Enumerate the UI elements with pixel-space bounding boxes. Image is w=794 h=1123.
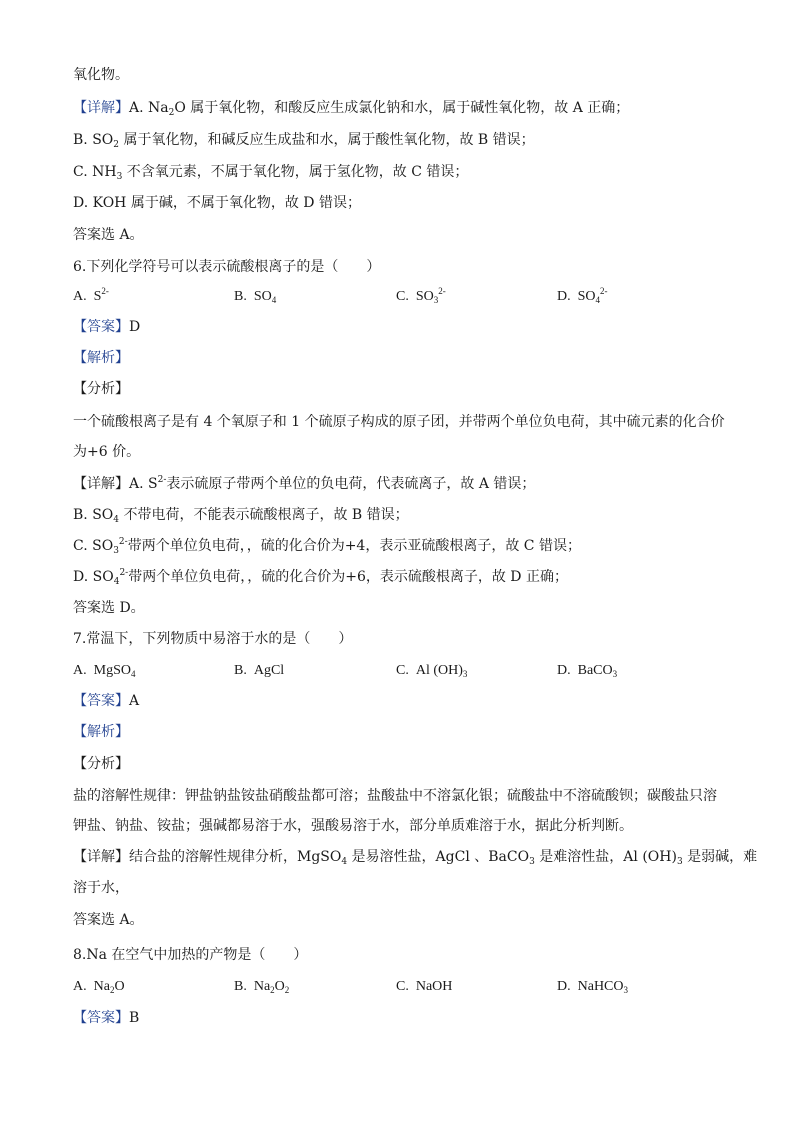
text-segment: 是弱碱，难 <box>682 849 758 865</box>
q6-option-a <box>73 288 109 306</box>
q7-detail-line-1 <box>73 848 757 866</box>
formula: SO <box>253 289 272 304</box>
q8-stem: 8.Na 在空气中加热的产物是（ ） <box>73 947 308 963</box>
subscript: 3 <box>612 669 618 679</box>
option-label: A. <box>73 979 87 994</box>
q8-option-a <box>73 978 125 996</box>
formula: NaOH <box>415 979 453 994</box>
q5-detail-c <box>73 163 468 181</box>
q7-option-d <box>557 662 617 680</box>
subscript: 3 <box>433 295 439 305</box>
q5-answer-conclusion: 答案选 A。 <box>73 227 144 243</box>
superscript: 2- <box>118 537 128 547</box>
text-segment: 带两个单位负电荷，，硫的化合价为+6，表示硫酸根离子，故 D 正确； <box>128 569 568 585</box>
answer-tag: 【答案】 <box>73 1010 129 1026</box>
q7-option-a <box>73 662 135 680</box>
text-segment: 属于氧化物，和碱反应生成盐和水，属于酸性氧化物，故 B 错误； <box>119 132 535 148</box>
option-label: D. <box>557 289 571 304</box>
text-segment: O 属于氧化物，和酸反应生成氯化钠和水，属于碱性氧化物，故 A 正确； <box>174 100 630 116</box>
formula: SO <box>577 289 596 304</box>
q6-analysis-line-2: 为+6 价。 <box>73 444 141 460</box>
answer-tag: 【答案】 <box>73 693 129 709</box>
subscript: 4 <box>130 669 136 679</box>
subscript: 2 <box>284 985 290 995</box>
formula: AgCl <box>253 663 285 678</box>
text-segment: 不带电荷，不能表示硫酸根离子，故 B 错误； <box>119 507 409 523</box>
subscript: 3 <box>676 857 683 867</box>
q6-stem: 6.下列化学符号可以表示硫酸根离子的是（ ） <box>73 259 381 275</box>
formula: O <box>274 979 285 994</box>
subscript: 4 <box>341 857 348 867</box>
subscript: 4 <box>595 295 601 305</box>
formula: Na <box>93 979 110 994</box>
q5-detail-a <box>73 99 629 117</box>
text-segment: D. SO <box>73 569 114 585</box>
q6-option-c <box>396 288 446 306</box>
q6-detail-a <box>73 475 535 493</box>
formula: BaCO <box>577 663 613 678</box>
option-label: D. <box>557 979 571 994</box>
q6-analysis-line-1: 一个硫酸根离子是有 4 个氧原子和 1 个硫原子构成的原子团，并带两个单位负电荷，其中硫元素的化合价 <box>73 414 725 430</box>
subscript: 4 <box>271 295 277 305</box>
formula: O <box>114 979 125 994</box>
q7-analysis-line-2: 钾盐、钠盐、铵盐；强碱都易溶于水，强酸易溶于水，部分单质难溶于水，据此分析判断。 <box>73 818 633 834</box>
continuation-text: 氧化物。 <box>73 67 129 83</box>
formula: Na <box>253 979 271 994</box>
text-segment: D. KOH 属于碱，不属于氧化物，故 D 错误； <box>73 195 361 211</box>
detail-tag: 【详解】 <box>73 100 129 116</box>
text-segment: 是易溶性盐，AgCl 、BaCO <box>347 849 530 865</box>
q8-answer <box>73 1009 139 1027</box>
answer-value: B <box>129 1010 140 1026</box>
q7-stem: 7.常温下，下列物质中易溶于水的是（ ） <box>73 631 353 647</box>
q6-jiexi-tag: 【解析】 <box>73 350 129 366</box>
superscript: 2- <box>157 475 167 485</box>
text-segment: B. SO <box>73 507 114 523</box>
q6-answer <box>73 318 140 336</box>
option-label: C. <box>396 979 409 994</box>
q6-fenxi-tag: 【分析】 <box>73 381 129 397</box>
detail-tag: 【详解】 <box>73 476 129 492</box>
subscript: 2 <box>113 140 119 150</box>
text-segment: A. S <box>129 476 158 492</box>
q6-final-answer: 答案选 D。 <box>73 600 145 616</box>
q7-final-answer: 答案选 A。 <box>73 912 144 928</box>
q7-jiexi-tag: 【解析】 <box>73 724 129 740</box>
subscript: 3 <box>529 857 535 867</box>
formula: MgSO <box>93 663 131 678</box>
q6-option-d <box>557 288 608 306</box>
q6-detail-b <box>73 506 409 524</box>
q7-detail-line-2: 溶于水， <box>73 880 129 896</box>
q7-fenxi-tag: 【分析】 <box>73 756 129 772</box>
text-segment: 带两个单位负电荷，，硫的化合价为+4，表示亚硫酸根离子，故 C 错误； <box>127 538 581 554</box>
q7-answer <box>73 692 139 710</box>
formula: SO <box>415 289 434 304</box>
answer-value: D <box>129 319 141 335</box>
text-segment: B. SO <box>73 132 114 148</box>
option-label: A. <box>73 289 87 304</box>
q7-option-c <box>396 662 467 680</box>
subscript: 2 <box>270 985 275 995</box>
option-label: B. <box>234 979 247 994</box>
subscript: 4 <box>113 515 119 525</box>
formula: S <box>93 289 102 304</box>
q7-analysis-line-1: 盐的溶解性规律：钾盐钠盐铵盐硝酸盐都可溶；盐酸盐中不溶氯化银；硫酸盐中不溶硫酸钡；碳酸盐只溶 <box>73 788 717 804</box>
option-label: C. <box>396 289 409 304</box>
text-segment: C. SO <box>73 538 114 554</box>
q5-detail-d <box>73 194 361 212</box>
option-label: B. <box>234 289 247 304</box>
formula: Al (OH) <box>415 663 463 678</box>
answer-value: A <box>129 693 140 709</box>
subscript: 2 <box>168 108 175 118</box>
subscript: 3 <box>623 985 629 995</box>
superscript: 2- <box>600 286 608 296</box>
formula: NaHCO <box>577 979 624 994</box>
text-segment: A. Na <box>129 100 169 116</box>
text-segment: 是难溶性盐，Al (OH) <box>534 849 677 865</box>
q8-option-c <box>396 978 452 996</box>
option-label: C. <box>396 663 409 678</box>
text-segment: C. NH <box>73 164 117 180</box>
text-segment: 表示硫原子带两个单位的负电荷，代表硫离子，故 A 错误； <box>166 476 536 492</box>
option-label: B. <box>234 663 247 678</box>
text-segment: 不含氧元素，不属于氧化物，属于氢化物，故 C 错误； <box>122 164 469 180</box>
subscript: 2 <box>109 985 115 995</box>
q6-option-b <box>234 288 276 306</box>
q5-detail-b <box>73 131 535 149</box>
q8-option-d <box>557 978 628 996</box>
superscript: 2- <box>438 286 446 296</box>
q7-option-b <box>234 662 284 680</box>
answer-tag: 【答案】 <box>73 319 129 335</box>
subscript: 4 <box>113 577 120 587</box>
option-label: A. <box>73 663 87 678</box>
superscript: 2- <box>101 286 109 296</box>
subscript: 3 <box>116 172 123 182</box>
q8-option-b <box>234 978 289 996</box>
option-label: D. <box>557 663 571 678</box>
detail-tag: 【详解】 <box>73 849 129 865</box>
subscript: 3 <box>113 546 119 556</box>
text-segment: 结合盐的溶解性规律分析，MgSO <box>129 849 342 865</box>
q6-detail-c <box>73 537 581 555</box>
q6-detail-d <box>73 568 568 586</box>
superscript: 2- <box>119 568 129 578</box>
subscript: 3 <box>462 669 468 679</box>
